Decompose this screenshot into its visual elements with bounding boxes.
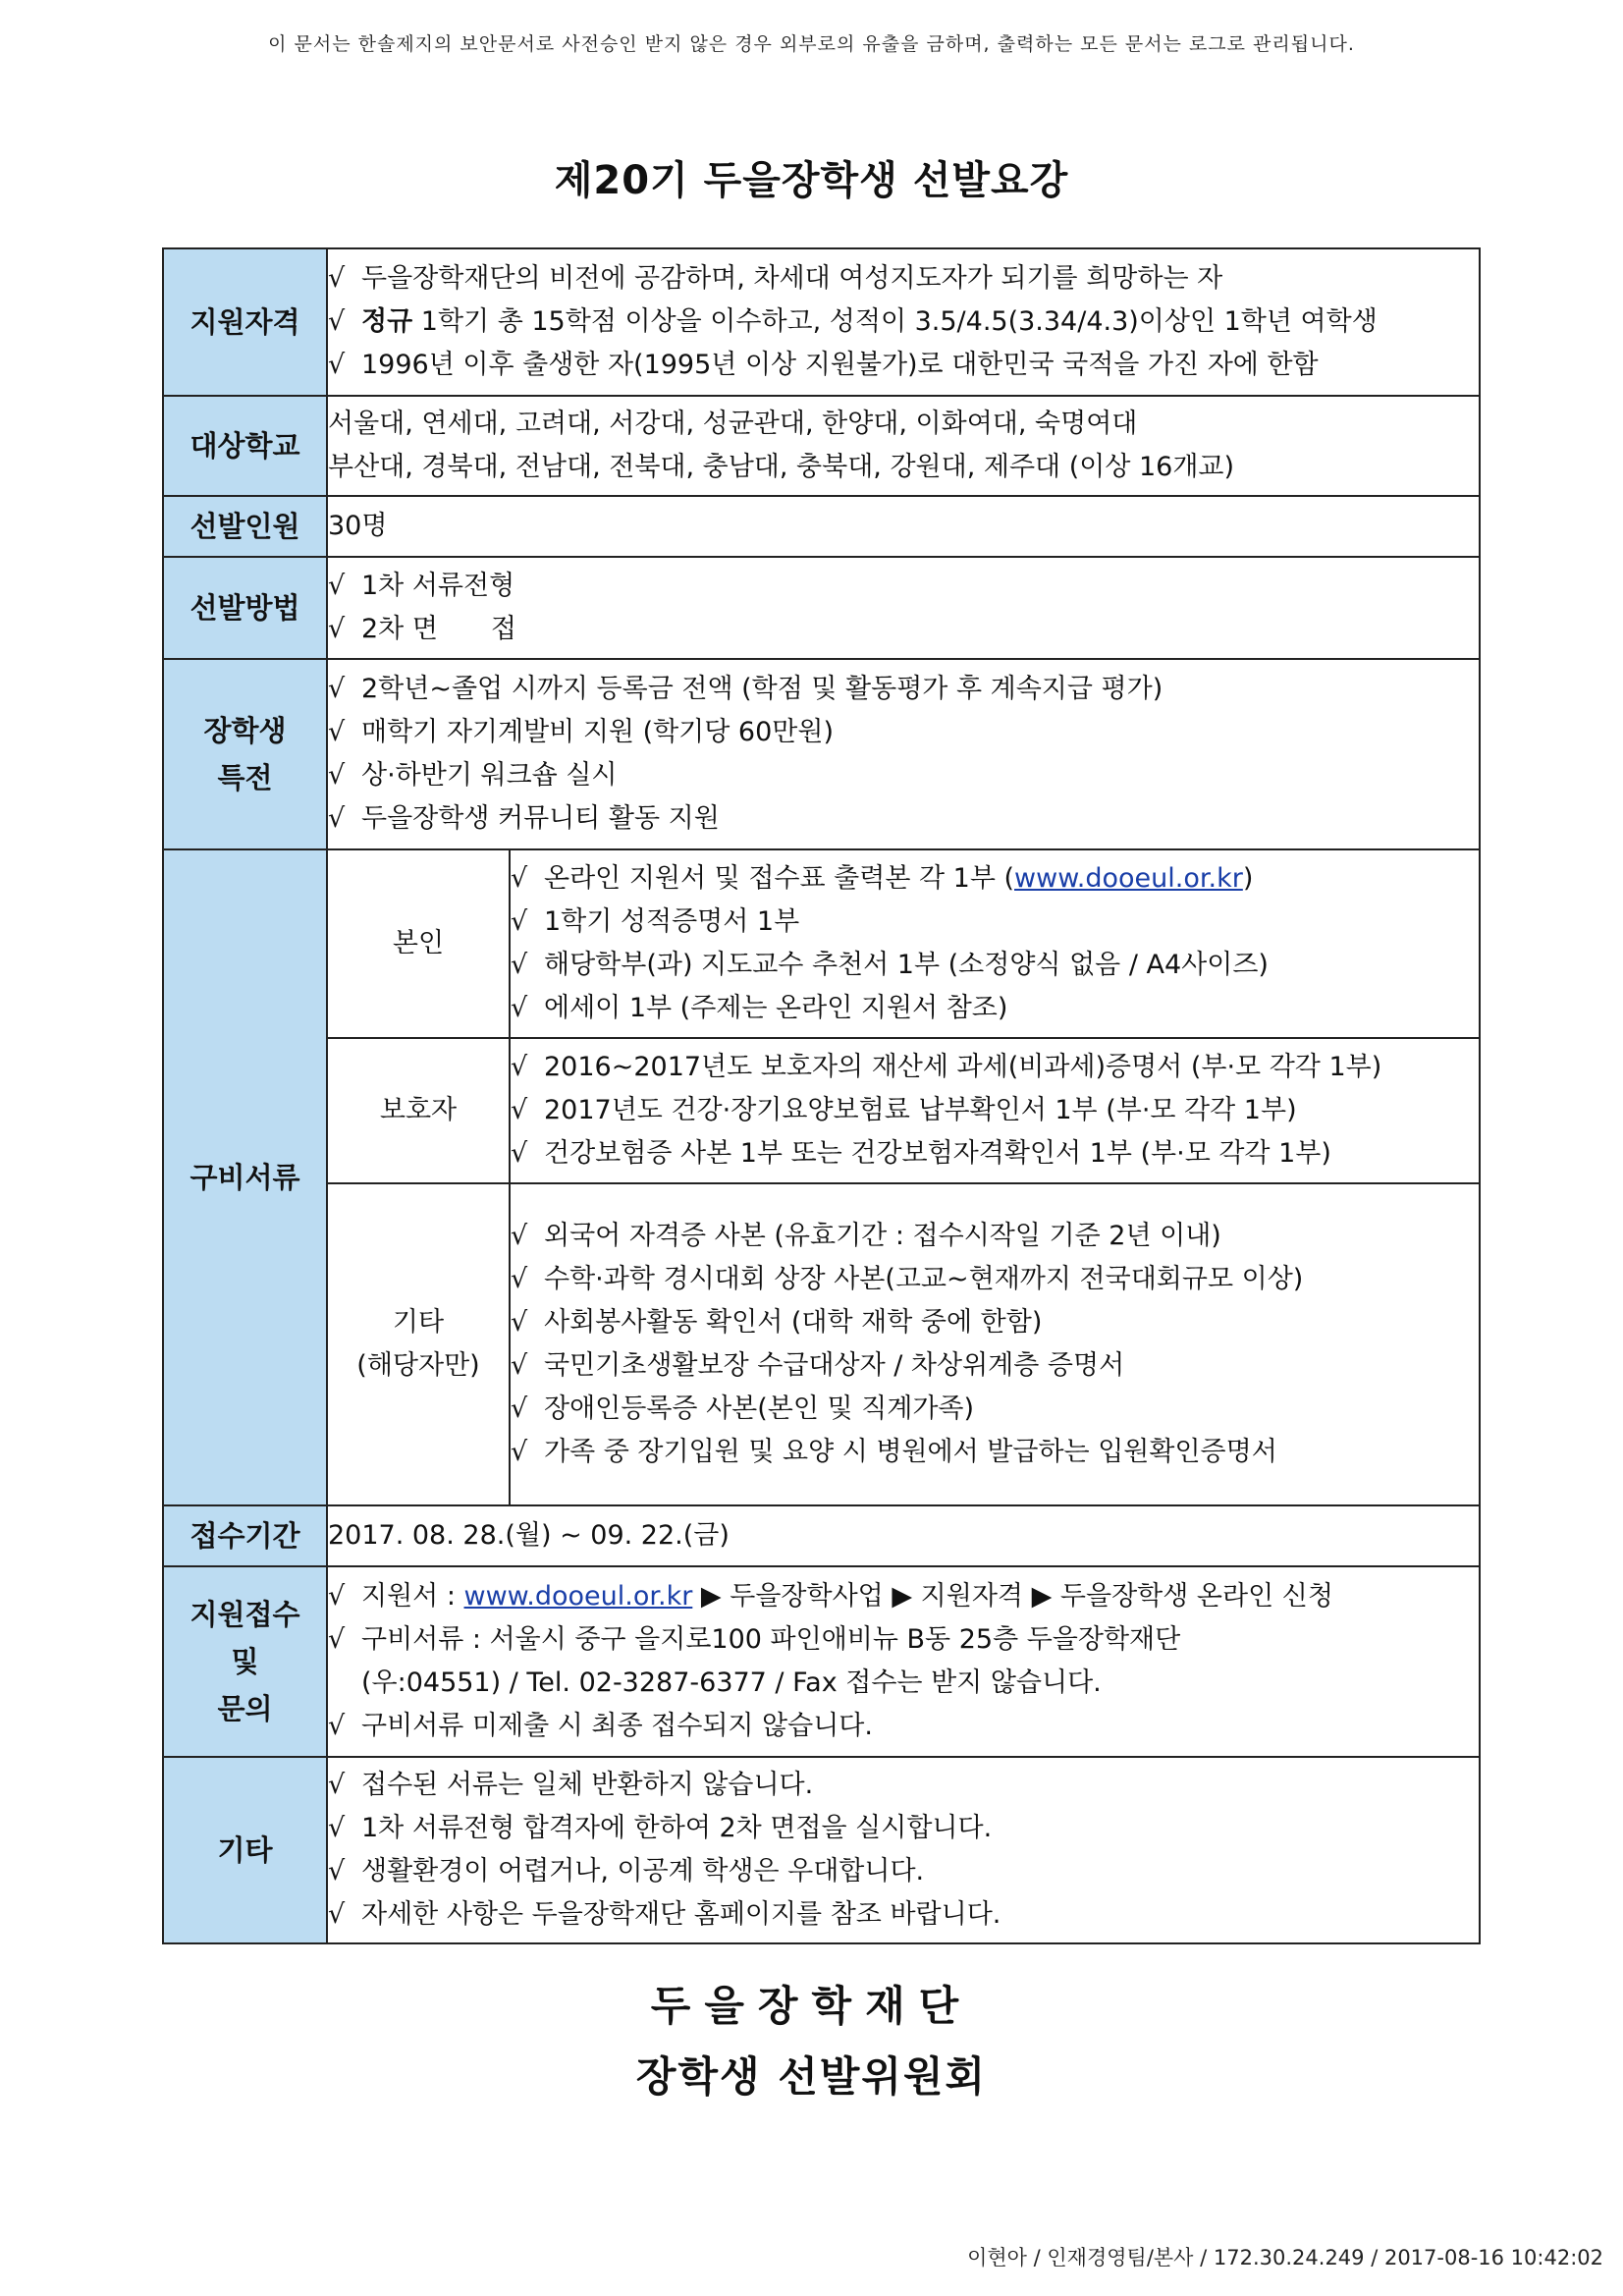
list-item: √ 두을장학재단의 비전에 공감하며, 차세대 여성지도자가 되기를 희망하는 자 xyxy=(328,263,1223,294)
sub-label-guardian: 보호자 xyxy=(327,1038,510,1183)
bold-prefix: 정규 xyxy=(361,306,413,337)
list-item: √ 정규 1학기 총 15학점 이상을 이수하고, 성적이 3.5/4.5(3.34/4.3)이상인 1학년 여학생 xyxy=(328,306,1378,337)
sub-label-self: 본인 xyxy=(327,849,510,1038)
period-value: 2017. 08. 28.(월) ~ 09. 22.(금) xyxy=(327,1505,1480,1566)
list-item: √ 1학기 성적증명서 1부 xyxy=(511,906,800,937)
website-link[interactable]: www.dooeul.or.kr xyxy=(1014,863,1243,894)
list-item: √ 가족 중 장기입원 및 요양 시 병원에서 발급하는 입원확인증명서 xyxy=(511,1437,1277,1467)
list-item: √ 2학년~졸업 시까지 등록금 전액 (학점 및 활동평가 후 계속지급 평가) xyxy=(328,674,1163,704)
list-item: √ 건강보험증 사본 1부 또는 건강보험자격확인서 1부 (부·모 각각 1부) xyxy=(511,1138,1331,1169)
label-period: 접수기간 xyxy=(163,1505,327,1566)
list-item: √ 에세이 1부 (주제는 온라인 지원서 참조) xyxy=(511,993,1008,1023)
selection-guide-table xyxy=(162,247,1481,1944)
list-item: √ 국민기초생활보장 수급대상자 / 차상위계층 증명서 xyxy=(511,1350,1125,1381)
row-period xyxy=(163,1505,1480,1566)
list-item: √ 매학기 자기계발비 지원 (학기당 60만원) xyxy=(328,717,834,747)
label-application: 지원접수 및 문의 xyxy=(163,1566,327,1757)
foundation-name: 두을장학재단 xyxy=(650,1982,973,2030)
row-documents-guardian xyxy=(163,1038,1480,1183)
row-method xyxy=(163,557,1480,659)
list-item: √ 두을장학생 커뮤니티 활동 지원 xyxy=(328,803,720,834)
row-documents-self xyxy=(163,849,1480,1038)
website-link[interactable]: www.dooeul.or.kr xyxy=(463,1581,693,1612)
security-notice: 이 문서는 한솔제지의 보안문서로 사전승인 받지 않은 경우 외부로의 유출을 금하며, 출력하는 모든 문서는 로그로 관리됩니다. xyxy=(268,33,1355,55)
list-item: √ 구비서류 : 서울시 중구 을지로100 파인애비뉴 B동 25층 두을장학재단 xyxy=(328,1624,1181,1655)
row-benefits xyxy=(163,659,1480,849)
label-benefits: 장학생 특전 xyxy=(163,659,327,849)
list-item: √ 2017년도 건강·장기요양보험료 납부확인서 1부 (부·모 각각 1부) xyxy=(511,1095,1297,1125)
sub-label-other: 기타 (해당자만) xyxy=(327,1183,510,1505)
row-etc xyxy=(163,1757,1480,1943)
list-item: √ 사회봉사활동 확인서 (대학 재학 중에 한함) xyxy=(511,1307,1043,1338)
committee-name: 장학생 선발위원회 xyxy=(635,2052,988,2101)
list-item: √ 수학·과학 경시대회 상장 사본(고교~현재까지 전국대회규모 이상) xyxy=(511,1264,1304,1294)
page-title: 제20기 두을장학생 선발요강 xyxy=(554,158,1069,203)
list-item: √ 1차 서류전형 합격자에 한하여 2차 면접을 실시합니다. xyxy=(328,1813,993,1843)
list-item: √ 외국어 자격증 사본 (유효기간 : 접수시작일 기준 2년 이내) xyxy=(511,1221,1221,1251)
row-quota xyxy=(163,496,1480,557)
list-item: √ 자세한 사항은 두을장학재단 홈페이지를 참조 바랍니다. xyxy=(328,1899,1001,1930)
list-item: √ 1차 서류전형 xyxy=(328,571,515,601)
list-item: √ 지원서 : www.dooeul.or.kr ▶ 두을장학사업 ▶ 지원자격 ▶ 두을장학생 온라인 신청 xyxy=(328,1581,1333,1612)
label-schools: 대상학교 xyxy=(163,396,327,496)
list-item: √ 2차 면 접 xyxy=(328,614,517,644)
label-qualification: 지원자격 xyxy=(163,248,327,396)
list-item: √ 2016~2017년도 보호자의 재산세 과세(비과세)증명서 (부·모 각각 1부) xyxy=(511,1052,1382,1082)
school-line: 서울대, 연세대, 고려대, 서강대, 성균관대, 한양대, 이화여대, 숙명여대 xyxy=(328,409,1138,439)
row-application xyxy=(163,1566,1480,1757)
row-documents-other xyxy=(163,1183,1480,1505)
list-item: √ 생활환경이 어렵거나, 이공계 학생은 우대합니다. xyxy=(328,1856,925,1886)
list-item: (우:04551) / Tel. 02-3287-6377 / Fax 접수는 받지 않습니다. xyxy=(361,1667,1102,1698)
label-etc: 기타 xyxy=(163,1757,327,1943)
list-item: √ 1996년 이후 출생한 자(1995년 이상 지원불가)로 대한민국 국적을 가진 자에 한함 xyxy=(328,350,1319,380)
list-item: √ 접수된 서류는 일체 반환하지 않습니다. xyxy=(328,1770,814,1800)
list-item: √ 상·하반기 워크숍 실시 xyxy=(328,760,618,791)
label-quota: 선발인원 xyxy=(163,496,327,557)
print-log: 이현아 / 인재경영팀/본사 / 172.30.24.249 / 2017-08-16 10:42:02 xyxy=(967,2246,1603,2269)
label-documents: 구비서류 xyxy=(163,849,327,1505)
row-qualification xyxy=(163,248,1480,396)
list-item: √ 구비서류 미제출 시 최종 접수되지 않습니다. xyxy=(328,1711,873,1741)
quota-value: 30명 xyxy=(327,496,1480,557)
list-item: √ 해당학부(과) 지도교수 추천서 1부 (소정양식 없음 / A4사이즈) xyxy=(511,950,1269,980)
list-item: √ 장애인등록증 사본(본인 및 직계가족) xyxy=(511,1394,975,1424)
label-method: 선발방법 xyxy=(163,557,327,659)
list-item: √ 온라인 지원서 및 접수표 출력본 각 1부 (www.dooeul.or.kr) xyxy=(511,863,1254,894)
row-schools xyxy=(163,396,1480,496)
school-line: 부산대, 경북대, 전남대, 전북대, 충남대, 충북대, 강원대, 제주대 (이상 16개교) xyxy=(328,452,1235,482)
